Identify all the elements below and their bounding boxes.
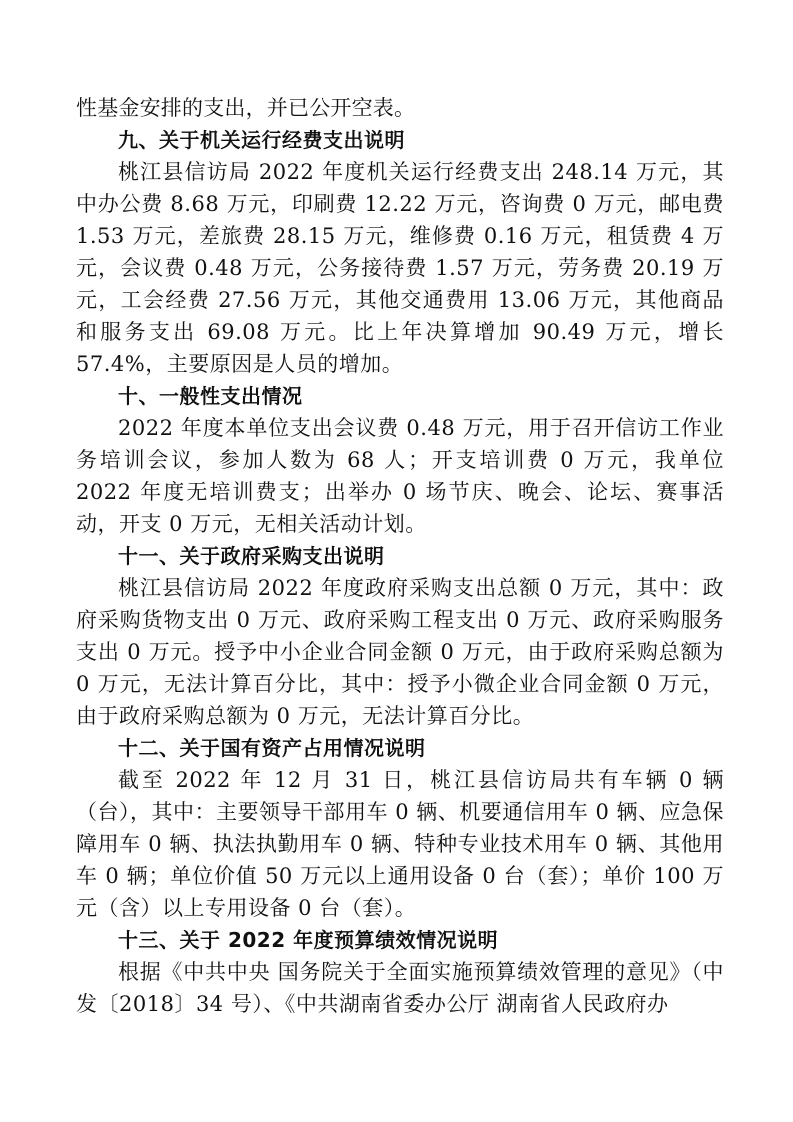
- section-12: [76, 732, 724, 924]
- section-9: [76, 124, 724, 380]
- continuation-text: 性基金安排的支出，并已公开空表。: [76, 96, 416, 120]
- section-11: [76, 540, 724, 732]
- body-paragraph: 2022 年度本单位支出会议费 0.48 万元，用于召开信访工作业务培训会议，参加人数为 68 人；开支培训费 0 万元，我单位 2022 年度无培训费支；出举办 0 场节庆、晚会、论坛、赛事活动，开支 0 万元，无相关活动计划。: [76, 416, 724, 536]
- body-paragraph: 桃江县信访局 2022 年度机关运行经费支出 248.14 万元，其中办公费 8.68 万元，印刷费 12.22 万元，咨询费 0 万元，邮电费 1.53 万元，差旅费 28.15 万元，维修费 0.16 万元，租赁费 4 万元，会议费 0.48 万元，公务接待费 1.57 万元，劳务费 20.19 万元，工会经费 27.56 万元，其他交通费用 13.06 万元，其他商品和服务支出 69.08 万元。比上年决算增加 90.49 万元，增长 57.4%，主要原因是人员的增加。: [76, 160, 724, 376]
- section-10: [76, 380, 724, 540]
- section-heading: 十三、关于 2022 年度预算绩效情况说明: [118, 928, 499, 952]
- section-heading: 十一、关于政府采购支出说明: [118, 544, 385, 568]
- section-13: [76, 924, 724, 1020]
- body-paragraph: 截至 2022 年 12 月 31 日，桃江县信访局共有车辆 0 辆（台），其中：主要领导干部用车 0 辆、机要通信用车 0 辆、应急保障用车 0 辆、执法执勤用车 0 辆、特种专业技术用车 0 辆、其他用车 0 辆；单位价值 50 万元以上通用设备 0 台（套）；单价 100 万元（含）以上专用设备 0 台（套）。: [76, 768, 724, 920]
- section-heading: 十二、关于国有资产占用情况说明: [118, 736, 426, 760]
- section-heading: 十、一般性支出情况: [118, 384, 303, 408]
- body-paragraph: 根据《中共中央 国务院关于全面实施预算绩效管理的意见》（中发〔2018〕34 号）、《中共湖南省委办公厅 湖南省人民政府办: [76, 960, 724, 1016]
- section-heading: 九、关于机关运行经费支出说明: [118, 128, 405, 152]
- document-page: [76, 92, 724, 1020]
- body-paragraph: 桃江县信访局 2022 年度政府采购支出总额 0 万元，其中：政府采购货物支出 0 万元、政府采购工程支出 0 万元、政府采购服务支出 0 万元。授予中小企业合同金额 0 万元，由于政府采购总额为 0 万元，无法计算百分比，其中：授予小微企业合同金额 0 万元，由于政府采购总额为 0 万元，无法计算百分比。: [76, 576, 724, 728]
